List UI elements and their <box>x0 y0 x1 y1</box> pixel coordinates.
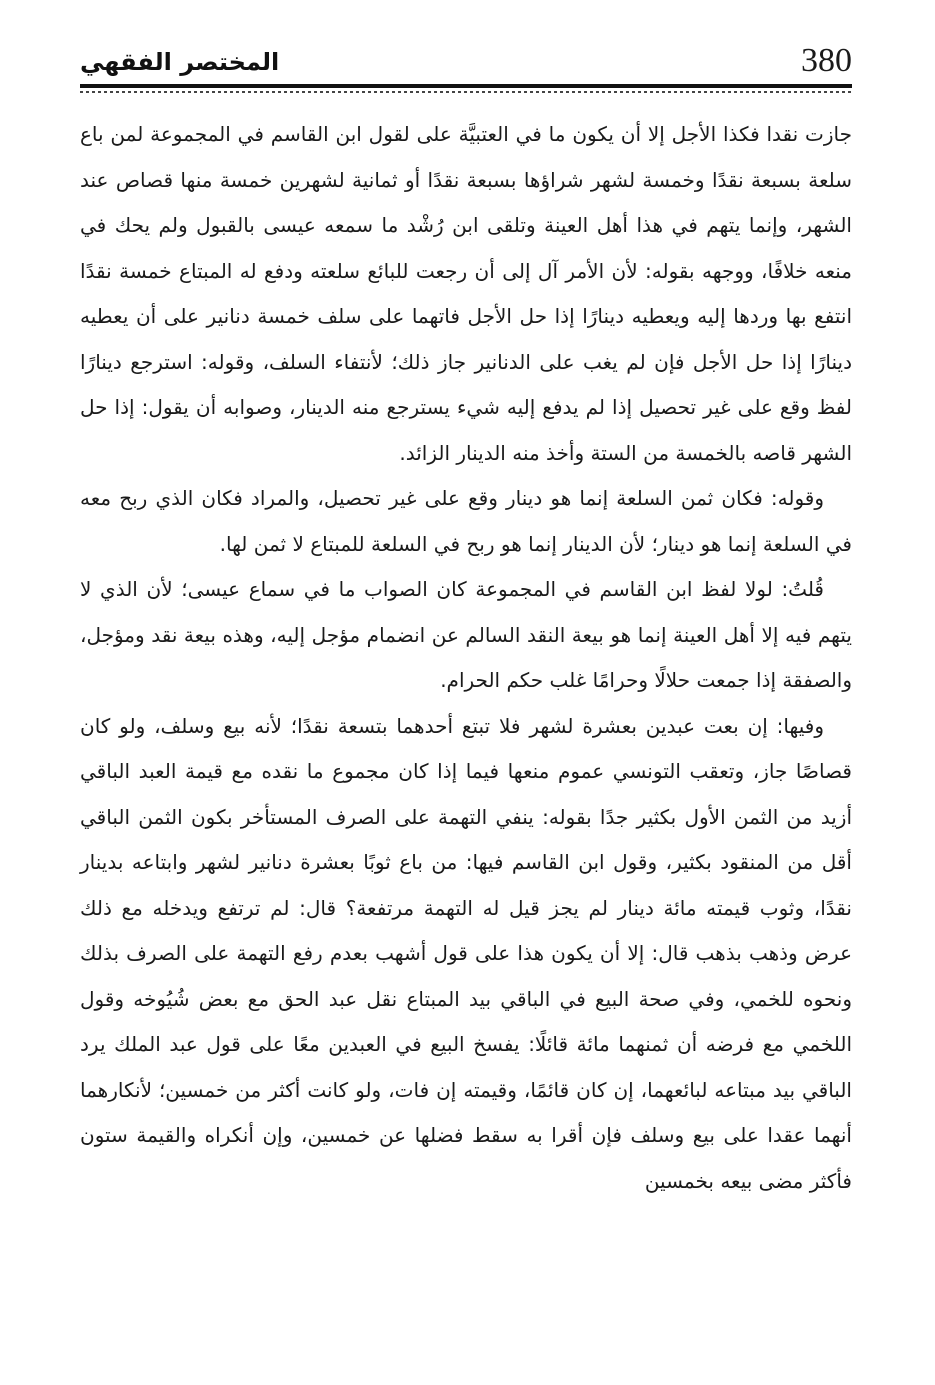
paragraph: قُلتُ: لولا لفظ ابن القاسم في المجموعة كان الصواب ما في سماع عيسى؛ لأن الذي لا يتهم فيه إلا أهل العينة إنما هو بيعة النقد السالم عن انضمام مؤجل إليه، وهذه بيعة نقد ومؤجل، والصفقة إذا جمعت حلالًا وحرامًا غلب حكم الحرام. <box>80 577 852 692</box>
page-number: 380 <box>801 42 852 79</box>
running-title: المختصر الفقهي <box>80 48 280 76</box>
paragraph: وقوله: فكان ثمن السلعة إنما هو دينار وقع على غير تحصيل، والمراد فكان الذي ربح معه في السلعة إنما هو دينار؛ لأن الدينار إنما هو ربح في السلعة للمبتاع لا ثمن لها. <box>80 486 852 556</box>
paragraph: وفيها: إن بعت عبدين بعشرة لشهر فلا تبتع أحدهما بتسعة نقدًا؛ لأنه بيع وسلف، ولو كان قصاصًا جاز، وتعقب التونسي عموم منعها فيما إذا كان مجموع ما نقده مع قيمة العبد الباقي أزيد من الثمن الأول بكثير جدًا بقوله: ينفي التهمة على الصرف المستأخر بكون الثمن الباقي أقل من المنقود بكثير، وقول ابن القاسم فيها: من باع ثوبًا بعشرة دنانير لشهر وابتاعه بدينار نقدًا، وثوب قيمته مائة دينار لم يجز قيل له التهمة مرتفعة؟ قال: لم ترتفع ويدخله مع ذلك عرض وذهب بذهب قال: إلا أن يكون هذا على قول أشهب بعدم رفع التهمة على الصرف بذلك ونحوه للخمي، وفي صحة البيع في الباقي بيد المبتاع نقل عبد الحق مع بعض شُيُوخه وقول اللخمي مع فرضه أن ثمنهما مائة قائلًا: يفسخ البيع في العبدين معًا على قول عبد الملك يرد الباقي بيد مبتاعه لبائعهما، إن كان قائمًا، وقيمته إن فات، ولو كانت أكثر من خمسين؛ لأنكارهما أنهما عقدا على بيع وسلف فإن أقرا به سقط فضلها عن خمسين، وإن أنكراه والقيمة ستون فأكثر مضى بيعه بخمسين <box>80 713 852 1193</box>
page-header <box>80 42 852 82</box>
body-text <box>80 112 852 1204</box>
paragraph: جازت نقدا فكذا الأجل إلا أن يكون ما في العتبيَّة على لقول ابن القاسم في المجموعة لمن باع سلعة بسبعة نقدًا وخمسة لشهر شراؤها بسبعة نقدًا أو ثمانية لشهرين خمسة منها قصاص عند الشهر، وإنما يتهم في هذا أهل العينة وتلقى ابن رُشْد ما سمعه عيسى بالقبول ولم يحك في منعه خلافًا، ووجهه بقوله: لأن الأمر آل إلى أن رجعت للبائع سلعته ودفع له المبتاع خمسة نقدًا انتفع بها وردها إليه ويعطيه دينارًا إذا حل الأجل فاتهما على سلف خمسة دنانير على أن يعطيه دينارًا إذا حل الأجل فإن لم يغب على الدنانير جاز ذلك؛ لأنتفاء السلف، وقوله: استرجع دينارًا لفظ وقع على غير تحصيل إذا لم يدفع إليه شيء يسترجع منه الدينار، وصوابه أن يقول: إذا حل الشهر قاصه بالخمسة من الستة وأخذ منه الدينار الزائد. <box>80 122 852 465</box>
header-rule-dotted <box>80 91 852 93</box>
header-rule <box>80 84 852 88</box>
